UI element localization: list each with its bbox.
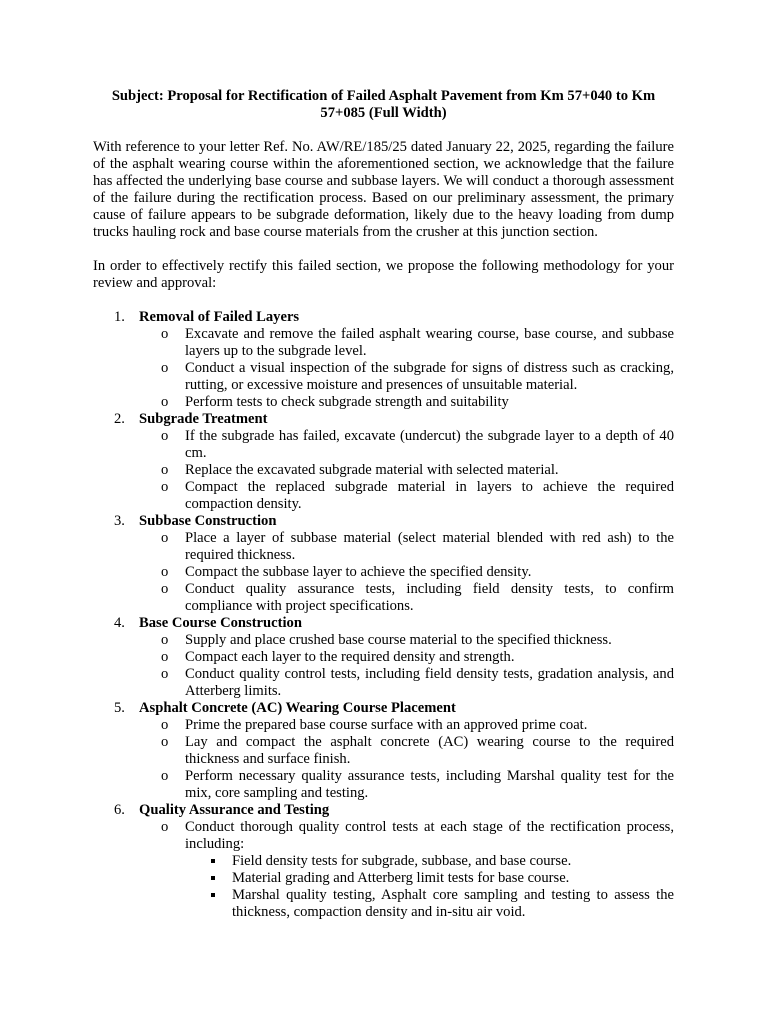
methodology-step bbox=[93, 309, 674, 411]
sub-item-text: Lay and compact the asphalt concrete (AC) wearing course to the required thickness and surface finish. bbox=[185, 734, 674, 767]
sub-item-text: Conduct a visual inspection of the subgrade for signs of distress such as cracking, rutting, or excessive moisture and presences of unsuitable material. bbox=[185, 360, 674, 393]
sub-item bbox=[139, 530, 674, 564]
step-sub-list bbox=[139, 428, 674, 513]
nested-bullet-text: Field density tests for subgrade, subbase, and base course. bbox=[232, 853, 572, 869]
sub-item-text: Replace the excavated subgrade material with selected material. bbox=[185, 462, 559, 478]
methodology-step bbox=[93, 411, 674, 513]
step-title: Subgrade Treatment bbox=[139, 411, 268, 427]
step-number: 1. bbox=[114, 309, 125, 325]
sub-item-text: Conduct quality control tests, including field density tests, gradation analysis, and Atterberg limits. bbox=[185, 666, 674, 699]
sub-item bbox=[139, 632, 674, 649]
methodology-list bbox=[93, 309, 674, 921]
sub-item-text: Excavate and remove the failed asphalt wearing course, base course, and subbase layers up to the subgrade level. bbox=[185, 326, 674, 359]
sub-item bbox=[139, 649, 674, 666]
step-title: Removal of Failed Layers bbox=[139, 309, 300, 325]
nested-bullet-text: Material grading and Atterberg limit tests for base course. bbox=[232, 870, 570, 886]
step-sub-list bbox=[139, 326, 674, 411]
sub-item-text: Compact the subbase layer to achieve the specified density. bbox=[185, 564, 532, 580]
step-number: 6. bbox=[114, 802, 125, 818]
sub-item bbox=[139, 734, 674, 768]
circle-bullet-marker: o bbox=[161, 717, 169, 733]
methodology-step bbox=[93, 802, 674, 921]
sub-item bbox=[139, 462, 674, 479]
square-bullet-icon bbox=[211, 859, 215, 863]
sub-item-text: Conduct quality assurance tests, including field density tests, to confirm compliance with project specifications. bbox=[185, 581, 674, 614]
intro-paragraph: With reference to your letter Ref. No. AW/RE/185/25 dated January 22, 2025, regarding the failure of the asphalt wearing course within the aforementioned section, we acknowledge that the failure has affected the underlying base course and subbase layers. We will conduct a thorough assessment of the failure during the rectification process. Based on our preliminary assessment, the primary cause of failure appears to be subgrade deformation, likely due to the heavy loading from dump trucks hauling rock and base course materials from the crusher at this junction section. bbox=[93, 139, 674, 240]
circle-bullet-marker: o bbox=[161, 734, 169, 750]
sub-item bbox=[139, 394, 674, 411]
sub-item bbox=[139, 666, 674, 700]
circle-bullet-marker: o bbox=[161, 564, 169, 580]
step-number: 5. bbox=[114, 700, 125, 716]
circle-bullet-marker: o bbox=[161, 768, 169, 784]
circle-bullet-marker: o bbox=[161, 649, 169, 665]
step-sub-list bbox=[139, 632, 674, 700]
nested-bullet-list bbox=[185, 853, 674, 921]
circle-bullet-marker: o bbox=[161, 819, 169, 835]
sub-item-text: Perform necessary quality assurance tests, including Marshal quality test for the mix, core sampling and testing. bbox=[185, 768, 674, 801]
circle-bullet-marker: o bbox=[161, 581, 169, 597]
step-number: 3. bbox=[114, 513, 125, 529]
square-bullet-icon bbox=[211, 893, 215, 897]
step-number: 2. bbox=[114, 411, 125, 427]
sub-item-text: Place a layer of subbase material (select material blended with red ash) to the required thickness. bbox=[185, 530, 674, 563]
nested-bullet-text: Marshal quality testing, Asphalt core sampling and testing to assess the thickness, compaction density and in-situ air void. bbox=[232, 887, 674, 920]
sub-item bbox=[139, 564, 674, 581]
sub-item-text: Conduct thorough quality control tests at each stage of the rectification process, including: bbox=[185, 819, 674, 852]
circle-bullet-marker: o bbox=[161, 428, 169, 444]
methodology-step bbox=[93, 615, 674, 700]
sub-item-text: Compact each layer to the required density and strength. bbox=[185, 649, 515, 665]
nested-bullet-item bbox=[185, 887, 674, 921]
document-page bbox=[93, 88, 674, 921]
sub-item bbox=[139, 819, 674, 921]
sub-item bbox=[139, 360, 674, 394]
step-sub-list bbox=[139, 819, 674, 921]
sub-item bbox=[139, 581, 674, 615]
methodology-paragraph: In order to effectively rectify this failed section, we propose the following methodology for your review and approval: bbox=[93, 258, 674, 291]
circle-bullet-marker: o bbox=[161, 632, 169, 648]
sub-item bbox=[139, 479, 674, 513]
circle-bullet-marker: o bbox=[161, 462, 169, 478]
sub-item bbox=[139, 768, 674, 802]
methodology-step bbox=[93, 513, 674, 615]
circle-bullet-marker: o bbox=[161, 530, 169, 546]
sub-item-text: Prime the prepared base course surface with an approved prime coat. bbox=[185, 717, 588, 733]
subject-heading: Subject: Proposal for Rectification of Failed Asphalt Pavement from Km 57+040 to Km 57+085 (Full Width) bbox=[111, 88, 656, 121]
sub-item-text: Perform tests to check subgrade strength and suitability bbox=[185, 394, 509, 410]
circle-bullet-marker: o bbox=[161, 326, 169, 342]
step-sub-list bbox=[139, 530, 674, 615]
sub-item-text: Supply and place crushed base course material to the specified thickness. bbox=[185, 632, 612, 648]
step-title: Quality Assurance and Testing bbox=[139, 802, 330, 818]
sub-item-text: If the subgrade has failed, excavate (undercut) the subgrade layer to a depth of 40 cm. bbox=[185, 428, 674, 461]
circle-bullet-marker: o bbox=[161, 479, 169, 495]
nested-bullet-item bbox=[185, 870, 674, 887]
sub-item bbox=[139, 428, 674, 462]
step-title: Base Course Construction bbox=[139, 615, 302, 631]
circle-bullet-marker: o bbox=[161, 666, 169, 682]
step-title: Subbase Construction bbox=[139, 513, 277, 529]
step-sub-list bbox=[139, 717, 674, 802]
circle-bullet-marker: o bbox=[161, 394, 169, 410]
methodology-step bbox=[93, 700, 674, 802]
square-bullet-icon bbox=[211, 876, 215, 880]
sub-item-text: Compact the replaced subgrade material in layers to achieve the required compaction density. bbox=[185, 479, 674, 512]
step-title: Asphalt Concrete (AC) Wearing Course Placement bbox=[139, 700, 456, 716]
sub-item bbox=[139, 326, 674, 360]
nested-bullet-item bbox=[185, 853, 674, 870]
step-number: 4. bbox=[114, 615, 125, 631]
sub-item bbox=[139, 717, 674, 734]
circle-bullet-marker: o bbox=[161, 360, 169, 376]
